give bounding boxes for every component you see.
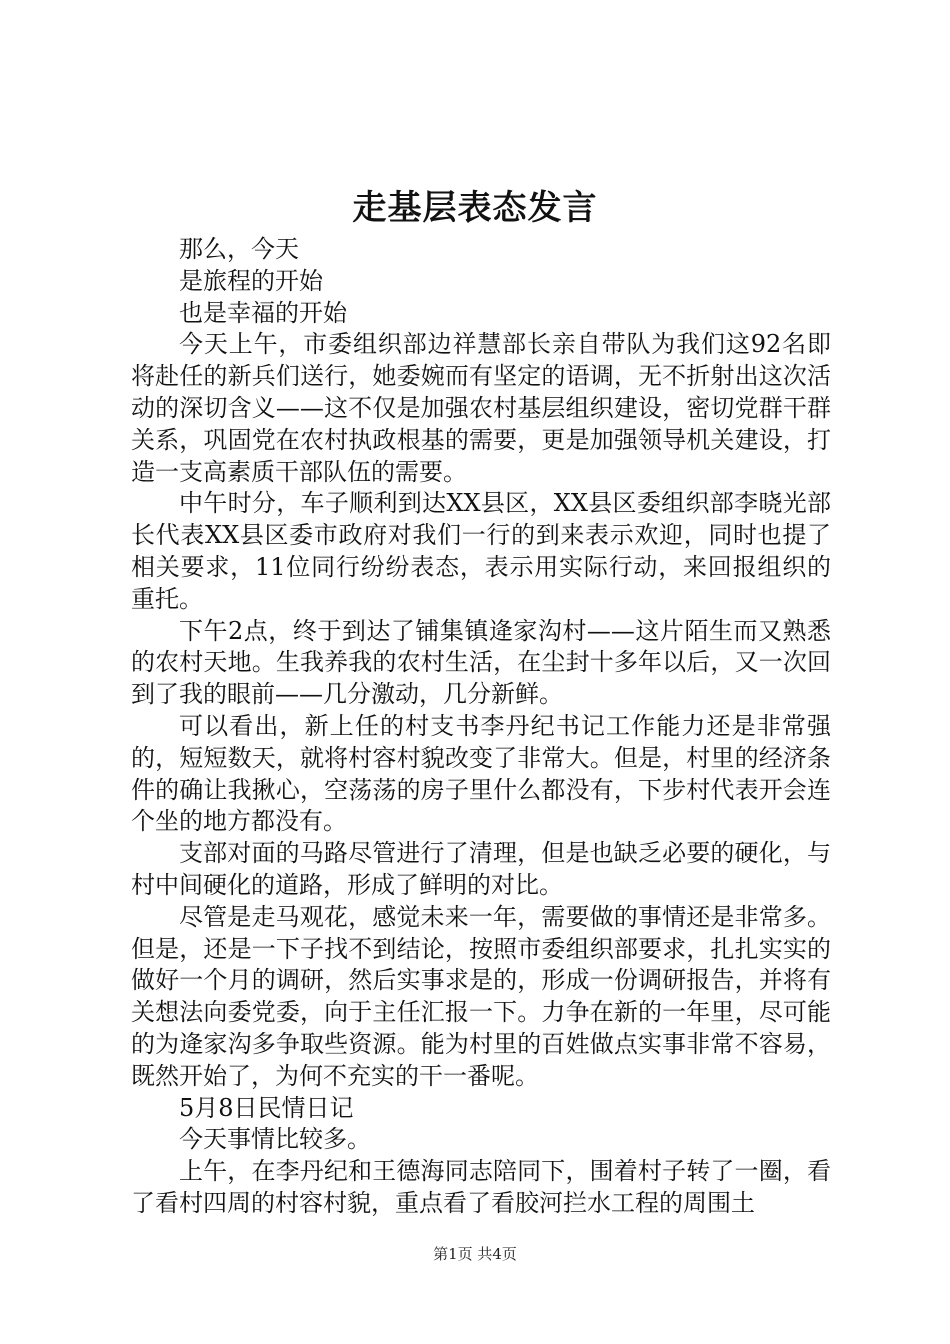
- paragraph: 上午，在李丹纪和王德海同志陪同下，围着村子转了一圈，看了看村四周的村容村貌，重点看了看胶河拦水工程的周围土: [131, 1157, 831, 1217]
- paragraph: 下午2点，终于到达了铺集镇逄家沟村——这片陌生而又熟悉的农村天地。生我养我的农村生活，在尘封十多年以后，又一次回到了我的眼前——几分激动，几分新鲜。: [131, 616, 831, 709]
- paragraph: 那么，今天: [179, 235, 299, 263]
- paragraph: 今天事情比较多。: [179, 1125, 371, 1154]
- paragraph: 支部对面的马路尽管进行了清理，但是也缺乏必要的硬化，与村中间硬化的道路，形成了鲜明的对比。: [131, 839, 831, 899]
- paragraph: 也是幸福的开始: [179, 298, 347, 327]
- paragraph: 是旅程的开始: [179, 266, 323, 295]
- paragraph: 今天上午，市委组织部边祥慧部长亲自带队为我们这92名即将赴任的新兵们送行，她委婉而有坚定的语调，无不折射出这次活动的深切含义——这不仅是加强农村基层组织建设，密切党群干群关系，巩固党在农村执政根基的需要，更是加强领导机关建设，打造一支高素质干部队伍的需要。: [131, 330, 831, 486]
- paragraph: 尽管是走马观花，感觉未来一年，需要做的事情还是非常多。但是，还是一下子找不到结论，按照市委组织部要求，扎扎实实的做好一个月的调研，然后实事求是的，形成一份调研报告，并将有关想法向委党委，向于主任汇报一下。力争在新的一年里，尽可能的为逄家沟多争取些资源。能为村里的百姓做点实事非常不容易，既然开始了，为何不充实的干一番呢。: [131, 902, 831, 1090]
- document-body: [131, 234, 831, 1220]
- document-title: 走基层表态发言: [352, 188, 598, 228]
- paragraph: 可以看出，新上任的村支书李丹纪书记工作能力还是非常强的，短短数天，就将村容村貌改变了非常大。但是，村里的经济条件的确让我揪心，空荡荡的房子里什么都没有，下步村代表开会连个坐的地方都没有。: [131, 711, 831, 836]
- diary-heading: 5月8日民情日记: [179, 1093, 354, 1122]
- paragraph: 中午时分，车子顺利到达XX县区，XX县区委组织部李晓光部长代表XX县区委市政府对我们一行的到来表示欢迎，同时也提了相关要求，11位同行纷纷表态，表示用实际行动，来回报组织的重托。: [131, 489, 831, 613]
- page-number-footer: 第1页 共4页: [433, 1245, 517, 1263]
